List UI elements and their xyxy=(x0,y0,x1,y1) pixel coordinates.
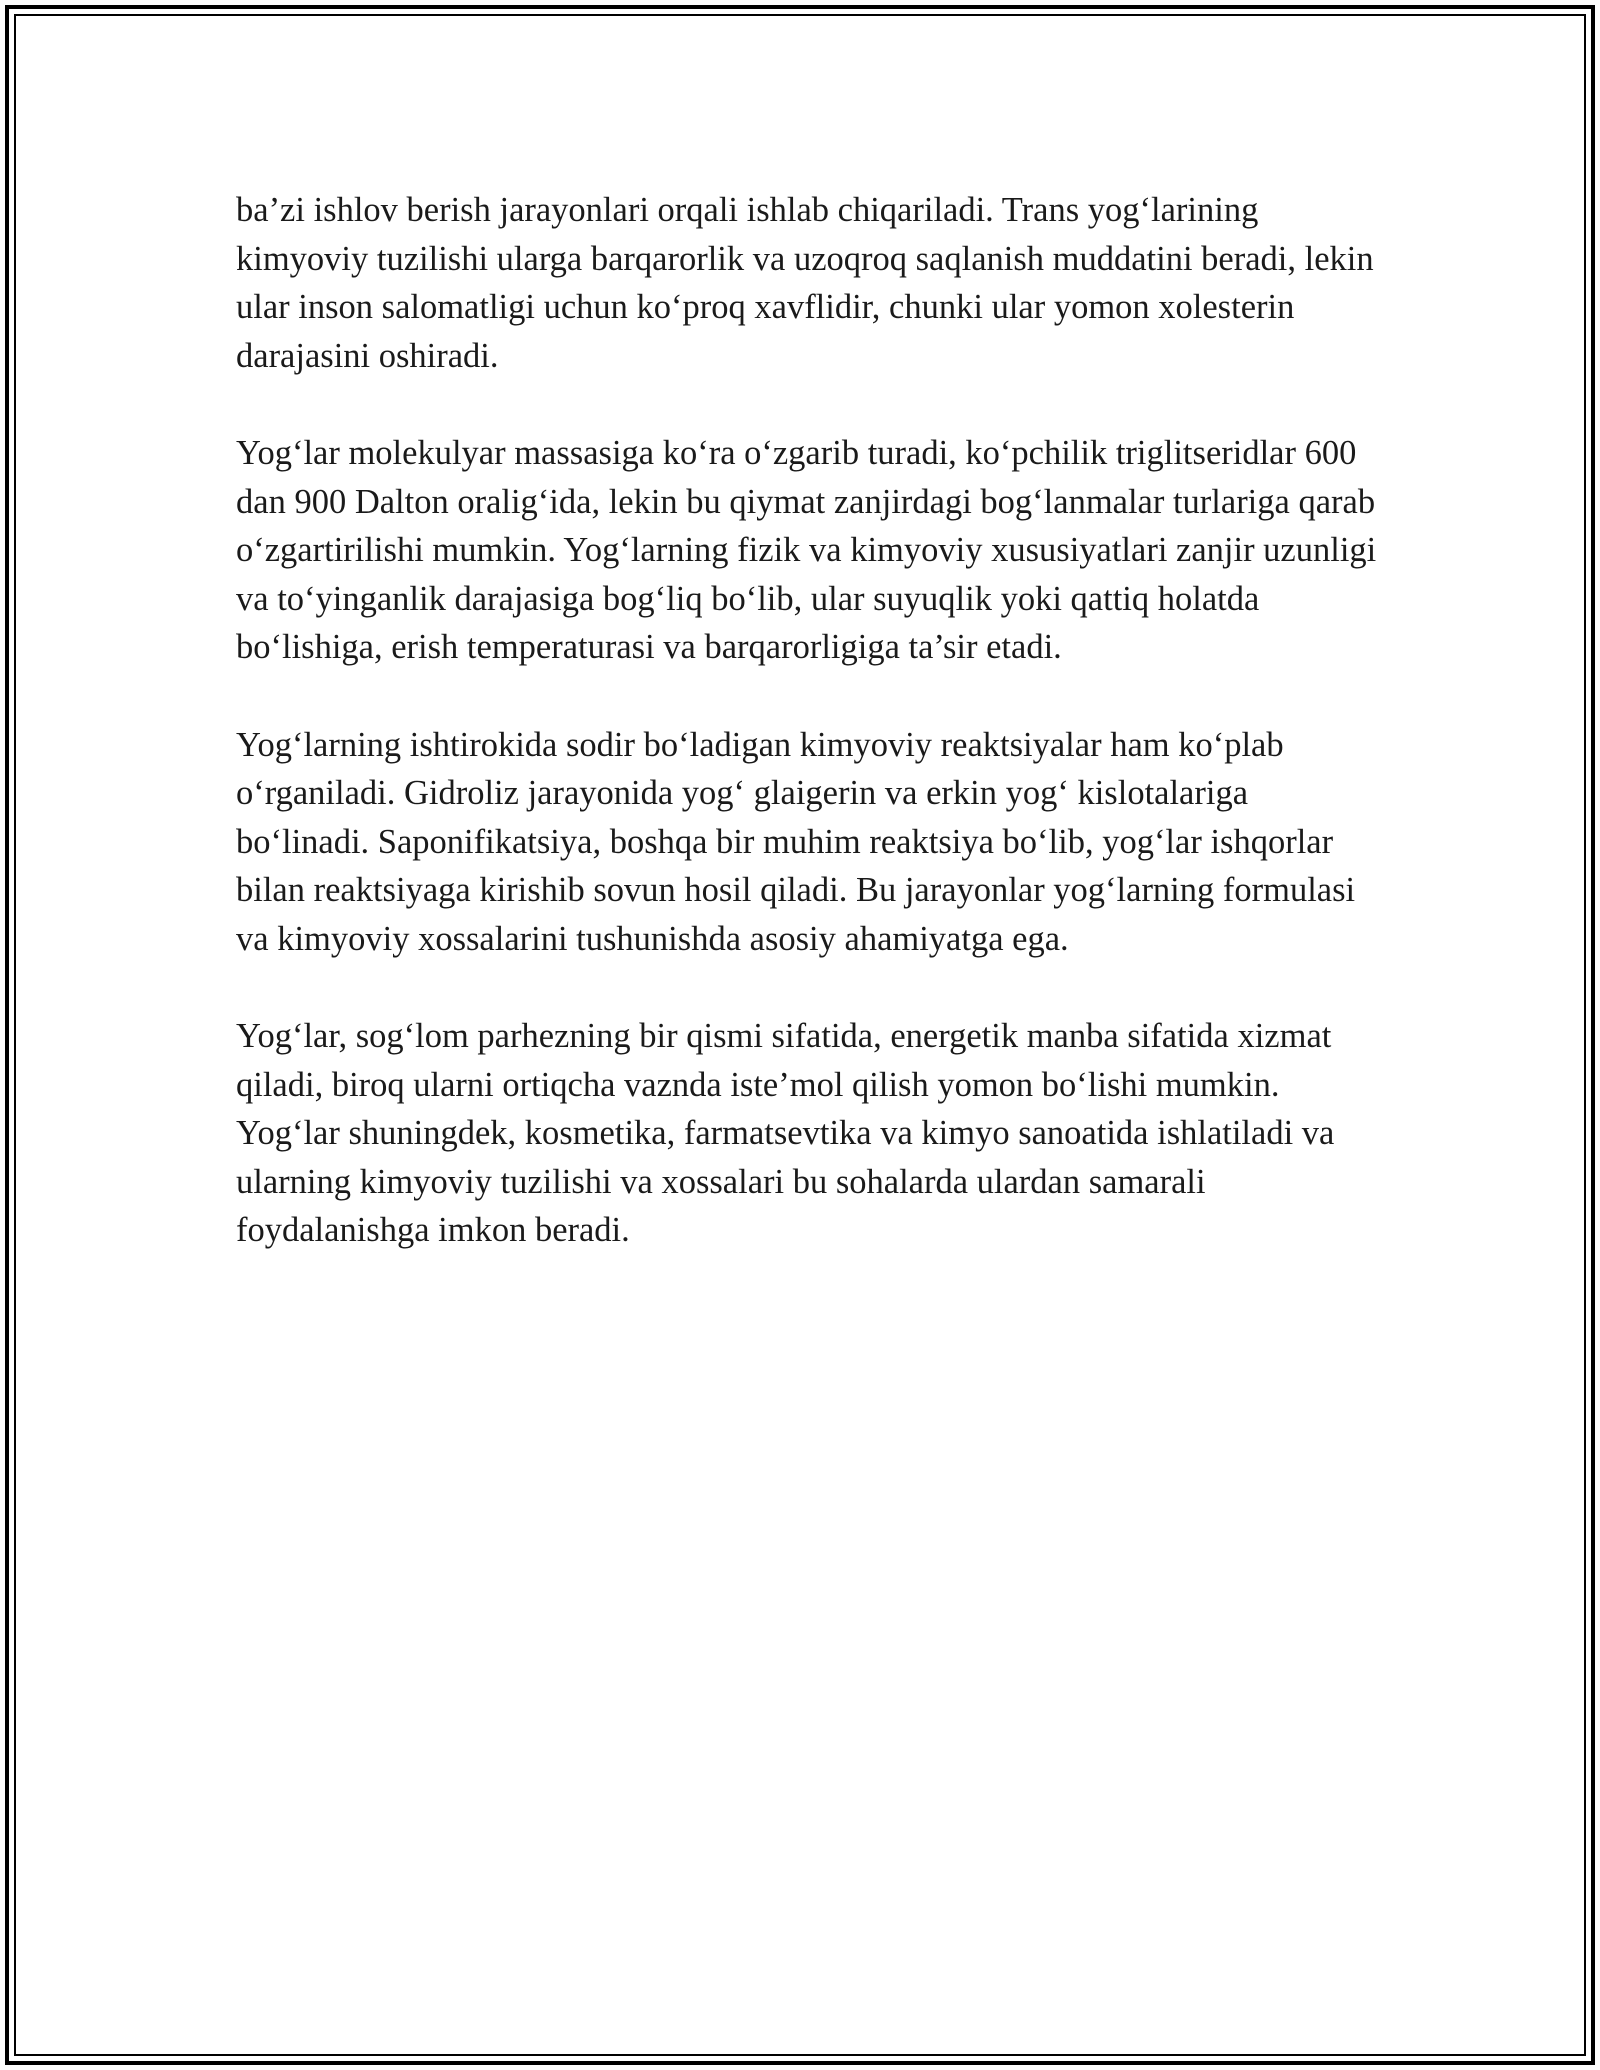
document-body xyxy=(236,186,1382,1304)
paragraph-4: Yog‘lar, sog‘lom parhezning bir qismi sifatida, energetik manba sifatida xizmat qiladi, biroq ularni ortiqcha vaznda iste’mol qilish yomon bo‘lishi mumkin. Yog‘lar shuningdek, kosmetika, farmatsevtika va kimyo sanoatida ishlatiladi va ularning kimyoviy tuzilishi va xossalari bu sohalarda ulardan samarali foydalanishga imkon beradi. xyxy=(236,1017,1335,1250)
paragraph-2: Yog‘lar molekulyar massasiga ko‘ra o‘zgarib turadi, ko‘pchilik triglitseridlar 600 dan 900 Dalton oralig‘ida, lekin bu qiymat zanjirdagi bog‘lanmalar turlariga qarab o‘zgartirilishi mumkin. Yog‘larning fizik va kimyoviy xususiyatlari zanjir uzunligi va to‘yinganlik darajasiga bog‘liq bo‘lib, ular suyuqlik yoki qattiq holatda bo‘lishiga, erish temperaturasi va barqarorligiga ta’sir etadi. xyxy=(236,433,1377,667)
paragraph-1: ba’zi ishlov berish jarayonlari orqali ishlab chiqariladi. Trans yog‘larining kimyoviy tuzilishi ularga barqarorlik va uzoqroq saqlanish muddatini beradi, lekin ular inson salomatligi uchun ko‘proq xavflidir, chunki ular yomon xolesterin darajasini oshiradi. xyxy=(236,191,1374,375)
paragraph-3: Yog‘larning ishtirokida sodir bo‘ladigan kimyoviy reaktsiyalar ham ko‘plab o‘rganiladi. Gidroliz jarayonida yog‘ glaigerin va erkin yog‘ kislotalariga bo‘linadi. Saponifikatsiya, boshqa bir muhim reaktsiya bo‘lib, yog‘lar ishqorlar bilan reaktsiyaga kirishib sovun hosil qiladi. Bu jarayonlar yog‘larning formulasi va kimyoviy xossalarini tushunishda asosiy ahamiyatga ega. xyxy=(236,725,1356,958)
